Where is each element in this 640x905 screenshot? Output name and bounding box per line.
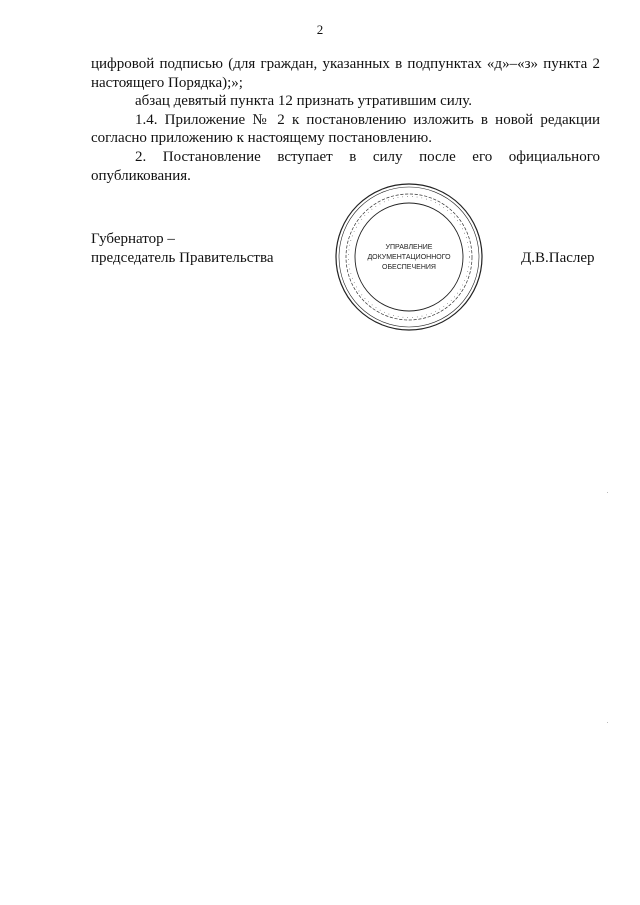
- page-number: 2: [316, 22, 324, 37]
- paragraph-1-4: 1.4. Приложение № 2 к постановлению изложить в новой редакции согласно приложению к настоящему постановлению.: [91, 111, 600, 147]
- scan-speck: [607, 722, 608, 723]
- paragraph-2: 2. Постановление вступает в силу после его официального опубликования.: [91, 148, 600, 184]
- signer-title-line-2: председатель Правительства: [91, 249, 274, 266]
- signer-name: Д.В.Паслер: [521, 250, 595, 266]
- stamp-center-line-1: УПРАВЛЕНИЕ: [385, 244, 433, 251]
- paragraph-continuation: цифровой подписью (для граждан, указанных в подпунктах «д»–«з» пункта 2 настоящего Порядка);»;: [91, 56, 600, 91]
- stamp-center-line-3: ОБЕСПЕЧЕНИЯ: [382, 264, 436, 271]
- paragraph-abzac: абзац девятый пункта 12 признать утратившим силу.: [135, 93, 473, 110]
- signer-title-line-1: Губернатор –: [91, 231, 175, 247]
- official-stamp: [334, 182, 484, 332]
- signer-title: [91, 230, 274, 267]
- scan-speck: [607, 492, 608, 493]
- document-body: [91, 55, 600, 185]
- stamp-center-line-2: ДОКУМЕНТАЦИОННОГО: [367, 254, 451, 261]
